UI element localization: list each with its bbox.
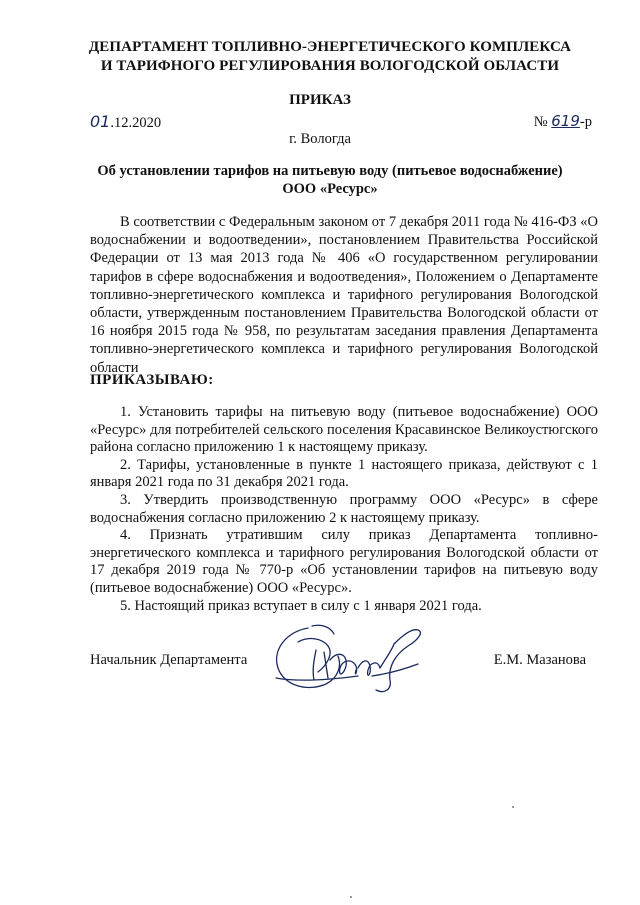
decree-word: ПРИКАЗЫВАЮ: <box>90 372 214 388</box>
order-item: 1. Установить тарифы на питьевую воду (питьевое водоснабжение) ООО «Ресурс» для потребителей сельского поселения Красавинское Великоустюгского района согласно приложению 1 к настоящему приказу. <box>90 404 598 456</box>
department-name <box>60 38 600 76</box>
subject-line-1: Об установлении тарифов на питьевую воду (питьевое водоснабжение) <box>97 163 563 179</box>
order-item: 4. Признать утратившим силу приказ Департамента топливно-энергетического комплекса и тарифного регулирования Вологодской области от 17 декабря 2019 года № 770-р «Об установлении тарифов на питьевую воду (питьевое водоснабжение) ООО «Ресурс». <box>90 527 598 596</box>
preamble-paragraph: В соответствии с Федеральным законом от 7 декабря 2011 года № 416-ФЗ «О водоснабжении и водоотведении», постановлением Правительства Российской Федерации от 13 мая 2013 года № 406 «О государственном регулировании тарифов в сфере водоснабжения и водоотведения», Положением о Департаменте топливно-энергетического комплекса и тарифного регулирования Вологодской области, утвержденным постановлением Правительства Вологодской области от 16 ноября 2015 года № 958, по результатам заседания правления Департамента топливно-энергетического комплекса и тарифного регулирования Вологодской области <box>90 214 598 376</box>
order-item: 3. Утвердить производственную программу ООО «Ресурс» в сфере водоснабжения согласно приложению 2 к настоящему приказу. <box>90 491 598 526</box>
order-subject <box>70 162 590 198</box>
subject-line-2: ООО «Ресурс» <box>282 181 378 197</box>
city: г. Вологда <box>289 131 351 147</box>
signatory-name: Е.М. Мазанова <box>493 652 586 668</box>
order-number <box>534 112 592 131</box>
order-item: 2. Тарифы, установленные в пункте 1 настоящего приказа, действуют с 1 января 2021 года по 31 декабря 2021 года. <box>90 456 598 491</box>
date-printed: .12.2020 <box>110 115 162 131</box>
department-line-2: И ТАРИФНОГО РЕГУЛИРОВАНИЯ ВОЛОГОДСКОЙ ОБЛАСТИ <box>100 58 560 74</box>
order-date <box>90 112 161 132</box>
order-items <box>90 404 598 615</box>
department-line-1: ДЕПАРТАМЕНТ ТОПЛИВНО-ЭНЕРГЕТИЧЕСКОГО КОМПЛЕКСА <box>88 39 572 55</box>
order-item: 5. Настоящий приказ вступает в силу с 1 января 2021 года. <box>120 597 482 614</box>
signatory-position: Начальник Департамента <box>90 652 248 668</box>
scan-speck <box>512 806 514 808</box>
number-prefix: № <box>533 114 552 130</box>
order-title: ПРИКАЗ <box>289 92 351 108</box>
handwritten-signature <box>268 620 438 700</box>
number-suffix: -р <box>579 114 592 130</box>
date-handwritten: 01 <box>90 112 111 131</box>
scan-speck <box>350 896 352 898</box>
number-handwritten: 619 <box>551 112 580 130</box>
